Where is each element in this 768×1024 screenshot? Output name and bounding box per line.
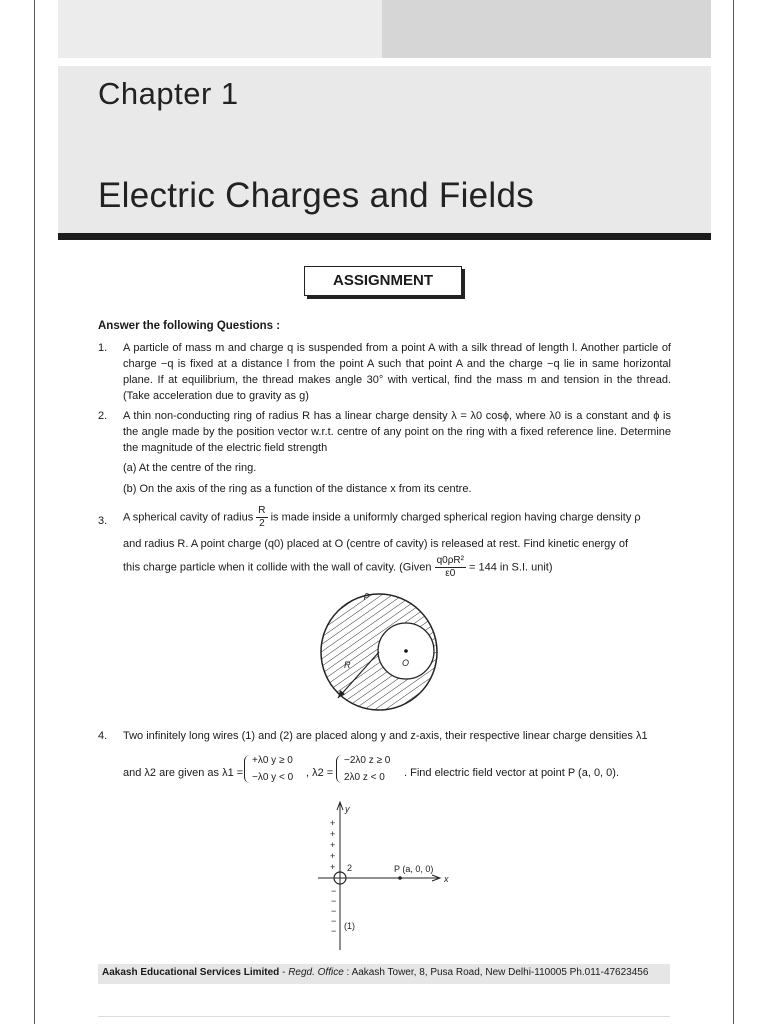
label-wire-2: 2 <box>347 863 353 873</box>
page-right-edge <box>733 0 734 1024</box>
chapter-title: Electric Charges and Fields <box>98 176 535 215</box>
question-3-text-b: is made inside a uniformly charged spherical region having charge density ρ <box>270 511 641 524</box>
svg-text:+: + <box>330 818 336 828</box>
fraction-numerator: q0ρR² <box>436 555 464 566</box>
lambda1-case-top: +λ0 y ≥ 0 <box>252 755 293 766</box>
footer-dash: - <box>279 967 289 978</box>
label-wire-1: (1) <box>344 921 355 931</box>
assignment-heading: ASSIGNMENT <box>304 266 462 296</box>
page-left-edge <box>34 0 35 1024</box>
wires-figure <box>310 798 460 956</box>
svg-text:+: + <box>330 829 336 839</box>
bottom-rule <box>98 1016 670 1017</box>
question-4-text-d: . Find electric field vector at point P (a, 0, 0). <box>404 767 620 779</box>
fraction-denominator: ε0 <box>445 568 456 579</box>
question-4-text-c: , λ2 = <box>306 767 334 779</box>
cavity-figure <box>318 588 444 718</box>
question-3-text-a: A spherical cavity of radius <box>123 511 254 524</box>
footer-address: : Aakash Tower, 8, Pusa Road, New Delhi-110005 Ph.011-47623456 <box>343 967 649 978</box>
fraction-denominator: 2 <box>259 518 265 529</box>
label-O: O <box>402 658 410 668</box>
label-x: x <box>444 874 449 884</box>
question-4-number: 4. <box>98 730 108 742</box>
top-band-right <box>382 0 711 58</box>
lambda2-case-top: −2λ0 z ≥ 0 <box>344 755 391 766</box>
positive-charges <box>330 818 335 872</box>
svg-text:−: − <box>331 896 337 906</box>
fraction-r-over-2 <box>256 505 267 530</box>
question-4-text-a: Two infinitely long wires (1) and (2) are placed along y and z-axis, their respective linear charge densities λ1 <box>123 730 648 742</box>
svg-text:−: − <box>331 906 337 916</box>
question-4-text-b: and λ2 are given as λ1 = <box>123 767 244 779</box>
question-2-text: A thin non-conducting ring of radius R has a linear charge density λ = λ0 cosϕ, where λ0 is a constant and ϕ is the angle made by the position vector w.r.t. centre of any point on the ring with a fixed reference line. Determine the magnitude of the electric field strength <box>123 410 671 454</box>
chapter-label: Chapter 1 <box>98 76 239 111</box>
lambda2-case-bottom: 2λ0 z < 0 <box>344 772 385 783</box>
question-1-text: A particle of mass m and charge q is suspended from a point A with a silk thread of length l. Another particle of charge −q is fixed at a distance l from the point A such that point A and the charge −q lie in same horizontal plane. If at equilibrium, the thread makes angle 30° with vertical, find the mass m and tension in the thread. (Take acceleration due to gravity as g) <box>123 342 671 402</box>
point-P <box>398 876 402 880</box>
question-3-text-c: and radius R. A point charge (q0) placed at O (centre of cavity) is released at rest. Find kinetic energy of <box>123 538 629 550</box>
top-band-left <box>58 0 382 58</box>
footer-company: Aakash Educational Services Limited <box>102 967 280 978</box>
svg-text:+: + <box>330 851 336 861</box>
question-2-part-a: (a) At the centre of the ring. <box>123 462 257 474</box>
question-3-text-e: = 144 in S.I. unit) <box>469 561 553 574</box>
question-3-number: 3. <box>98 515 108 527</box>
label-R: R <box>344 660 351 670</box>
footer <box>102 967 648 978</box>
question-1-number: 1. <box>98 342 108 354</box>
negative-charges <box>331 886 336 936</box>
question-3-line-3 <box>123 555 553 580</box>
lambda1-case-bottom: −λ0 y < 0 <box>252 772 294 783</box>
question-2-part-b: (b) On the axis of the ring as a function of the distance x from its centre. <box>123 483 472 495</box>
header-rule <box>58 233 711 240</box>
fraction-numerator: R <box>258 505 266 516</box>
svg-text:−: − <box>331 886 337 896</box>
label-rho: ρ <box>364 590 370 600</box>
label-y: y <box>345 804 350 814</box>
fraction-given <box>435 555 466 580</box>
label-P: P (a, 0, 0) <box>394 864 434 874</box>
svg-text:+: + <box>330 862 336 872</box>
question-3-line-1 <box>123 505 641 530</box>
cavity-centre-dot <box>404 649 408 653</box>
footer-regd: Regd. Office <box>288 967 344 978</box>
svg-text:−: − <box>331 926 337 936</box>
instruction-text: Answer the following Questions : <box>98 320 281 332</box>
svg-text:−: − <box>331 916 337 926</box>
question-3-text-d: this charge particle when it collide with the wall of cavity. (Given <box>123 561 432 574</box>
question-2-number: 2. <box>98 410 108 422</box>
svg-text:+: + <box>330 840 336 850</box>
